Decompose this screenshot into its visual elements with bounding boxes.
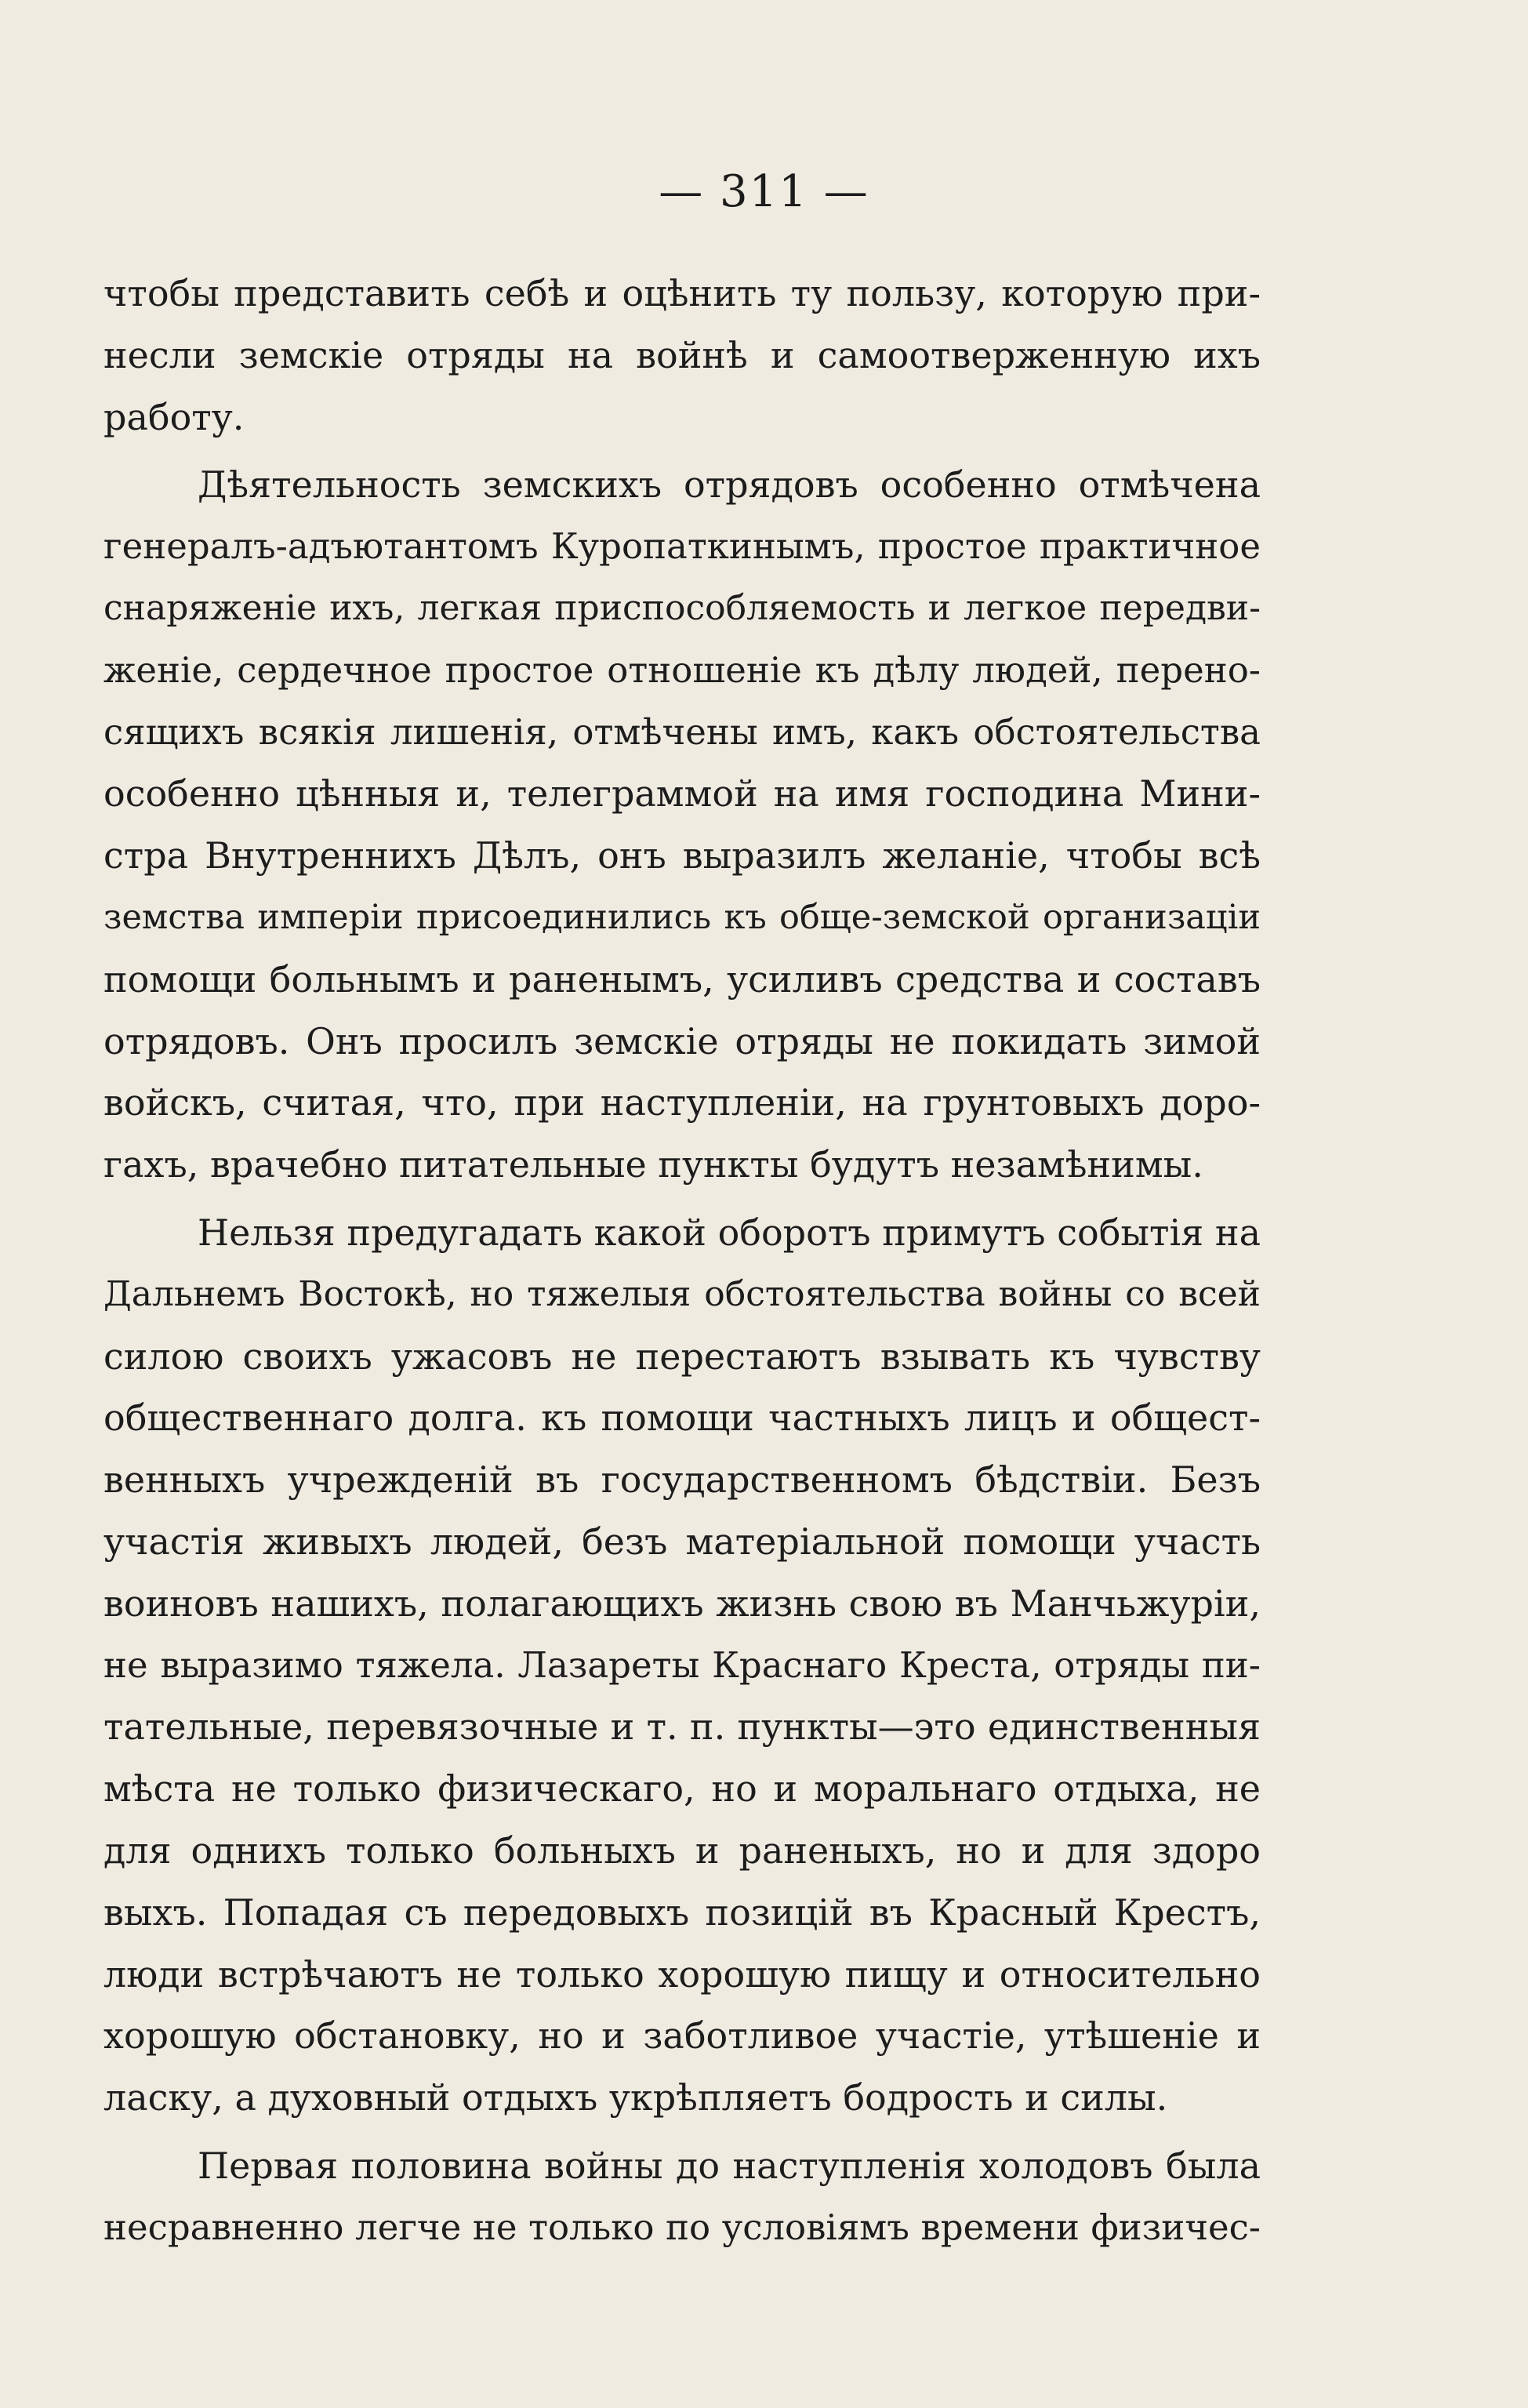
text-line: отрядовъ. Онъ просилъ земскіе отряды не покидать зимой — [103, 1019, 1261, 1062]
text-line: помощи больнымъ и раненымъ, усиливъ средства и составъ — [103, 957, 1261, 1001]
text-line: стра Внутреннихъ Дѣлъ, онъ выразилъ желаніе, чтобы всѣ — [103, 834, 1261, 877]
text-line: воиновъ нашихъ, полагающихъ жизнь свою въ Манчьжуріи, — [103, 1582, 1261, 1625]
text-line: сящихъ всякія лишенія, отмѣчены имъ, какъ обстоятельства — [103, 710, 1261, 753]
text-line: особенно цѣнныя и, телеграммой на имя господина Мини- — [103, 772, 1261, 815]
text-line: работу. — [103, 395, 245, 438]
text-line: не выразимо тяжела. Лазареты Краснаго Креста, отряды пи- — [103, 1643, 1261, 1686]
text-line: мѣста не только физическаго, но и моральнаго отдыха, не — [103, 1767, 1261, 1811]
text-line: Дѣятельность земскихъ отрядовъ особенно отмѣчена — [198, 463, 1261, 507]
text-line: для однихъ только больныхъ и раненыхъ, но и для здоро — [103, 1829, 1261, 1872]
text-line: земства имперіи присоединились къ обще-земской организаціи — [103, 897, 1261, 937]
text-line: генералъ-адъютантомъ Куропаткинымъ, простое практичное — [103, 525, 1261, 568]
text-line: несли земскіе отряды на войнѣ и самоотверженную ихъ — [103, 333, 1261, 376]
text-line: Дальнемъ Востокѣ, но тяжелыя обстоятельства войны со всей — [103, 1273, 1261, 1314]
text-line: чтобы представить себѣ и оцѣнить ту пользу, которую при- — [103, 272, 1261, 314]
text-line: Нельзя предугадать какой оборотъ примутъ событія на — [198, 1211, 1261, 1254]
text-line: ласку, а духовный отдыхъ укрѣпляетъ бодрость и силы. — [103, 2076, 1168, 2119]
text-line: хорошую обстановку, но и заботливое участіе, утѣшеніе и — [103, 2014, 1261, 2058]
page-number: — 311 — — [659, 166, 869, 217]
text-line: войскъ, считая, что, при наступленіи, на грунтовыхъ доро- — [103, 1081, 1261, 1124]
text-line: выхъ. Попадая съ передовыхъ позицій въ Красный Крестъ, — [103, 1890, 1261, 1934]
text-line: несравненно легче не только по условіямъ времени физичес- — [103, 2206, 1261, 2248]
text-line: женіе, сердечное простое отношеніе къ дѣлу людей, перено- — [103, 648, 1261, 691]
text-line: участія живыхъ людей, безъ матеріальной помощи участь — [103, 1520, 1261, 1563]
body-text — [103, 263, 1261, 2259]
text-line: гахъ, врачебно питательные пункты будутъ незамѣнимы. — [103, 1143, 1203, 1186]
text-line: тательные, перевязочные и т. п. пункты—это единственныя — [103, 1705, 1261, 1749]
text-line: Первая половина войны до наступленія холодовъ была — [198, 2144, 1261, 2187]
text-line: общественнаго долга. къ помощи частныхъ лицъ и общест- — [103, 1396, 1261, 1440]
text-line: люди встрѣчаютъ не только хорошую пищу и относительно — [103, 1952, 1261, 1996]
text-line: силою своихъ ужасовъ не перестаютъ взывать къ чувству — [103, 1335, 1261, 1378]
text-line: снаряженіе ихъ, легкая приспособляемость и легкое передви- — [103, 587, 1261, 628]
text-line: венныхъ учрежденій въ государственномъ бѣдствіи. Безъ — [103, 1458, 1261, 1502]
